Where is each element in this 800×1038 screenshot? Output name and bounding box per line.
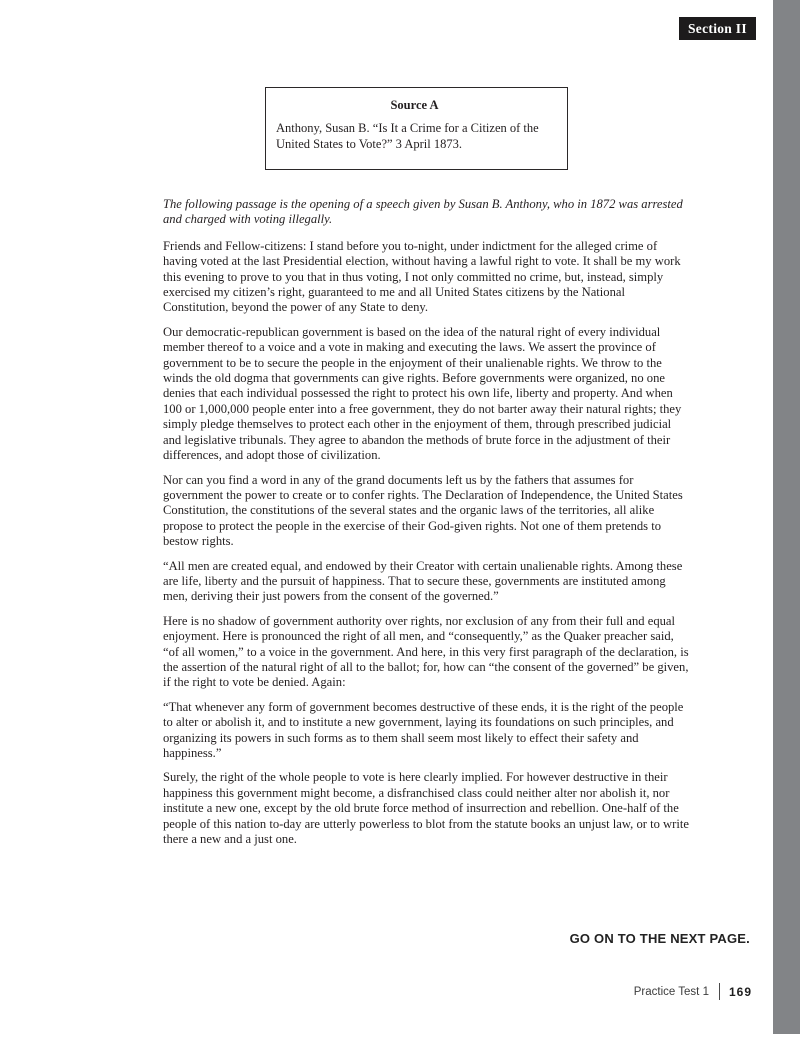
passage-paragraph-2: Our democratic-republican government is based on the idea of the natural right of every individual member thereof to a voice and a vote in making and executing the laws. We assert the province of government to be to secure the people in the enjoyment of their unalienable rights. We throw to the winds the old dogma that governments can give rights. Before governments were organized, no one denies that each individual possessed the right to protect his own life, liberty and property. And when 100 or 1,000,000 people enter into a free government, they do not barter away their natural rights; they simply pledge themselves to protect each other in the enjoyment of them, through prescribed judicial and legislative tribunals. They agree to abandon the methods of brute force in the adjustment of their differences, and adopt those of civilization. <box>163 324 682 463</box>
page-edge-strip <box>773 0 800 1034</box>
passage-paragraph-4: “All men are created equal, and endowed by their Creator with certain unalienable rights. Among these are life, liberty and the pursuit of happiness. That to secure these, governments are instituted among men, deriving their just powers from the consent of the governed.” <box>163 558 683 604</box>
go-on-instruction: GO ON TO THE NEXT PAGE. <box>569 931 750 946</box>
footer-page-number: 169 <box>728 984 752 999</box>
passage-content <box>163 197 690 856</box>
passage-intro: The following passage is the opening of a speech given by Susan B. Anthony, who in 1872 was arrested and charged with voting illegally. <box>163 197 683 227</box>
page-footer <box>634 983 752 1000</box>
footer-test-name: Practice Test 1 <box>633 985 709 998</box>
source-box-title: Source A <box>390 98 439 112</box>
passage-paragraph-3: Nor can you find a word in any of the grand documents left us by the fathers that assumes for government the power to create or to confer rights. The Declaration of Independence, the United States Constitution, the constitutions of the several states and the organic laws of the territories, all alike propose to protect the people in the exercise of their God-given rights. Not one of them pretends to bestow rights. <box>163 472 683 549</box>
passage-paragraph-7: Surely, the right of the whole people to vote is here clearly implied. For however destructive in their happiness this government might become, a disfranchised class could neither alter nor abolish it, nor institute a new one, except by the old brute force method of insurrection and rebellion. One-half of the people of this nation to-day are utterly powerless to blot from the statute books an unjust law, or to write there a new and a just one. <box>163 770 689 847</box>
footer-divider <box>719 983 720 1000</box>
passage-paragraph-1: Friends and Fellow-citizens: I stand before you to-night, under indictment for the alleged crime of having voted at the last Presidential election, without having a lawful right to vote. It shall be my work this evening to prove to you that in thus voting, I not only committed no crime, but, instead, simply exercised my citizen’s right, guaranteed to me and all United States citizens by the National Constitution, beyond the power of any State to deny. <box>163 238 681 315</box>
passage-paragraph-5: Here is no shadow of government authority over rights, nor exclusion of any from their full and equal enjoyment. Here is pronounced the right of all men, and “consequently,” as the Quaker preacher said, “of all women,” to a voice in the government. And here, in this very first paragraph of the declaration, is the assertion of the natural right of all to the ballot; for, how can “the consent of the governed” be given, if the right to vote be denied. Again: <box>163 613 689 690</box>
passage-paragraph-6: “That whenever any form of government becomes destructive of these ends, it is the right of the people to alter or abolish it, and to institute a new government, laying its foundations on such principles, and organizing its powers in such forms as to them shall seem most likely to effect their safety and happiness.” <box>163 699 684 760</box>
source-citation: Anthony, Susan B. “Is It a Crime for a Citizen of the United States to Vote?” 3 April 1873. <box>276 121 539 151</box>
source-box <box>265 87 568 170</box>
section-badge: Section II <box>679 17 756 40</box>
